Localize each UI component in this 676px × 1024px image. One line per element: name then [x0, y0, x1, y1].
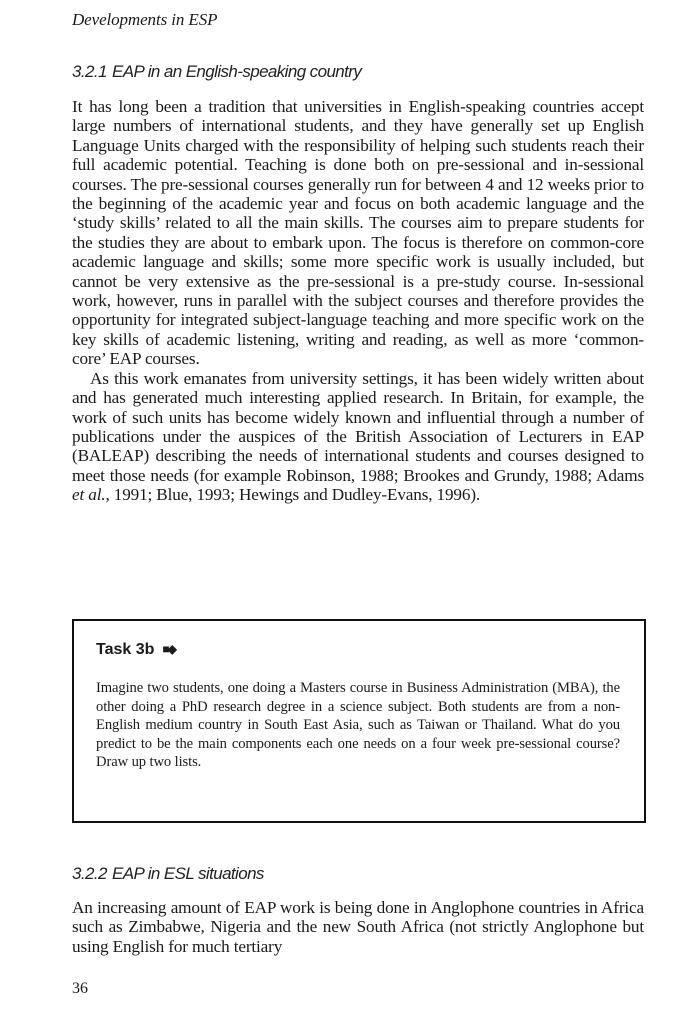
task-title [96, 641, 175, 659]
paragraph [72, 369, 644, 505]
section-heading-3-2-1 [72, 62, 361, 82]
section-body-3-2-1 [72, 97, 644, 505]
page-number: 36 [72, 980, 88, 997]
section-heading-3-2-2 [72, 864, 264, 884]
task-title-text: Task 3b [96, 641, 155, 658]
task-box [72, 619, 646, 823]
section-number: 3.2.2 [72, 864, 107, 883]
arrow-diamond-icon: ■◆ [162, 642, 175, 656]
paragraph-text: As this work emanates from university settings, it has been widely written about and has generated much interesting applied research. In Britain, for example, the work of such units has become widely known and influential through a number of publications under the auspices of the British Association of Lecturers in EAP (BALEAP) describing the needs of international students and courses designed to meet those needs (for example Robinson, 1988; Brookes and Grundy, 1988; Adams [72, 368, 644, 485]
task-text: Imagine two students, one doing a Masters course in Business Administration (MBA), the other doing a PhD research degree in a science subject. Both students are from a non-English medium country in South East Asia, such as Taiwan or Thailand. What do you predict to be the main components each one needs on a four week pre-sessional course? Draw up two lists. [96, 680, 620, 771]
paragraph: An increasing amount of EAP work is being done in Anglophone countries in Africa such as Zimbabwe, Nigeria and the new South Africa (not strictly Anglophone but using English for much tertiary [72, 898, 644, 956]
running-head: Developments in ESP [72, 10, 218, 29]
section-title: EAP in an English-speaking country [112, 62, 362, 81]
citation-etal: et al. [72, 485, 106, 505]
paragraph: It has long been a tradition that universities in English-speaking countries accept large numbers of international students, and they have generally set up English Language Units charged with the responsibility of helping such students reach their full academic potential. Teaching is done both on pre-sessional and in-sessional courses. The pre-sessional courses generally run for between 4 and 12 weeks prior to the beginning of the academic year and focus on both academic language and the ‘study skills’ related to all the main skills. The courses aim to prepare students for the studies they are about to embark upon. The focus is therefore on common-core academic language and skills; some more specific work is usually included, but cannot be very extensive as the pre-sessional is a pre-study course. In-sessional work, however, runs in parallel with the subject courses and therefore provides the opportunity for integrated subject-language teaching and more specific work on the key skills of academic listening, writing and reading, as well as more ‘common-core’ EAP courses. [72, 97, 644, 369]
section-body-3-2-2 [72, 898, 644, 956]
paragraph-text: , 1991; Blue, 1993; Hewings and Dudley-Evans, 1996). [105, 485, 481, 505]
section-number: 3.2.1 [72, 62, 107, 81]
section-title: EAP in ESL situations [112, 864, 264, 883]
